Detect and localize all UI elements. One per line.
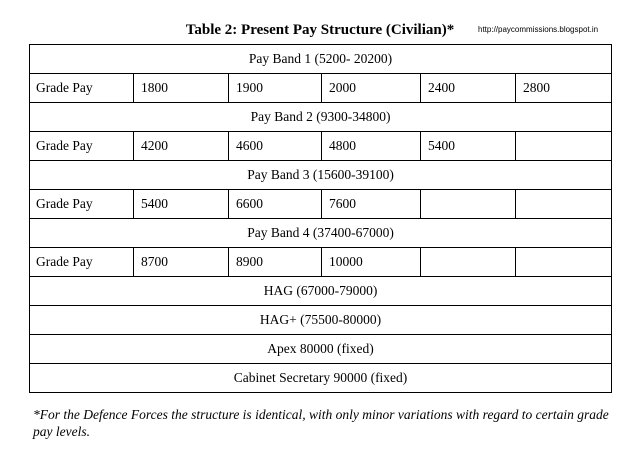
grade-pay-cell xyxy=(421,190,516,219)
grade-pay-cell: 7600 xyxy=(322,190,421,219)
pay-band-header-row xyxy=(30,103,612,132)
grade-pay-label: Grade Pay xyxy=(30,190,134,219)
apex-scale: Apex 80000 (fixed) xyxy=(30,335,612,364)
source-url-link[interactable]: http://paycommissions.blogspot.in xyxy=(478,25,599,34)
pay-band-label: Pay Band 2 (9300-34800) xyxy=(30,103,612,132)
pay-band-header-row xyxy=(30,45,612,74)
grade-pay-cell: 2400 xyxy=(421,74,516,103)
grade-pay-cell: 4200 xyxy=(134,132,229,161)
grade-pay-cell: 2000 xyxy=(322,74,421,103)
grade-pay-row xyxy=(30,132,612,161)
grade-pay-cell: 2800 xyxy=(516,74,612,103)
grade-pay-label: Grade Pay xyxy=(30,132,134,161)
grade-pay-cell: 6600 xyxy=(229,190,322,219)
grade-pay-label: Grade Pay xyxy=(30,248,134,277)
grade-pay-cell: 8700 xyxy=(134,248,229,277)
grade-pay-row xyxy=(30,190,612,219)
hag-scale: HAG (67000-79000) xyxy=(30,277,612,306)
higher-scale-row xyxy=(30,335,612,364)
grade-pay-cell: 10000 xyxy=(322,248,421,277)
grade-pay-row xyxy=(30,248,612,277)
pay-band-header-row xyxy=(30,219,612,248)
grade-pay-cell: 8900 xyxy=(229,248,322,277)
grade-pay-cell: 5400 xyxy=(134,190,229,219)
higher-scale-row xyxy=(30,277,612,306)
pay-band-header-row xyxy=(30,161,612,190)
grade-pay-cell: 1800 xyxy=(134,74,229,103)
grade-pay-cell: 4800 xyxy=(322,132,421,161)
grade-pay-cell xyxy=(516,190,612,219)
hag-plus-scale: HAG+ (75500-80000) xyxy=(30,306,612,335)
cabinet-secretary-scale: Cabinet Secretary 90000 (fixed) xyxy=(30,364,612,393)
grade-pay-cell xyxy=(516,132,612,161)
grade-pay-cell xyxy=(421,248,516,277)
pay-structure-table xyxy=(29,44,612,393)
grade-pay-row xyxy=(30,74,612,103)
higher-scale-row xyxy=(30,364,612,393)
pay-band-label: Pay Band 1 (5200- 20200) xyxy=(30,45,612,74)
pay-band-label: Pay Band 3 (15600-39100) xyxy=(30,161,612,190)
grade-pay-label: Grade Pay xyxy=(30,74,134,103)
grade-pay-cell: 5400 xyxy=(421,132,516,161)
table-title: Table 2: Present Pay Structure (Civilian)* xyxy=(185,22,455,38)
higher-scale-row xyxy=(30,306,612,335)
grade-pay-cell: 4600 xyxy=(229,132,322,161)
grade-pay-cell xyxy=(516,248,612,277)
grade-pay-cell: 1900 xyxy=(229,74,322,103)
pay-band-label: Pay Band 4 (37400-67000) xyxy=(30,219,612,248)
footnote: *For the Defence Forces the structure is identical, with only minor variations with regard to certain grade pay levels. xyxy=(33,407,609,439)
